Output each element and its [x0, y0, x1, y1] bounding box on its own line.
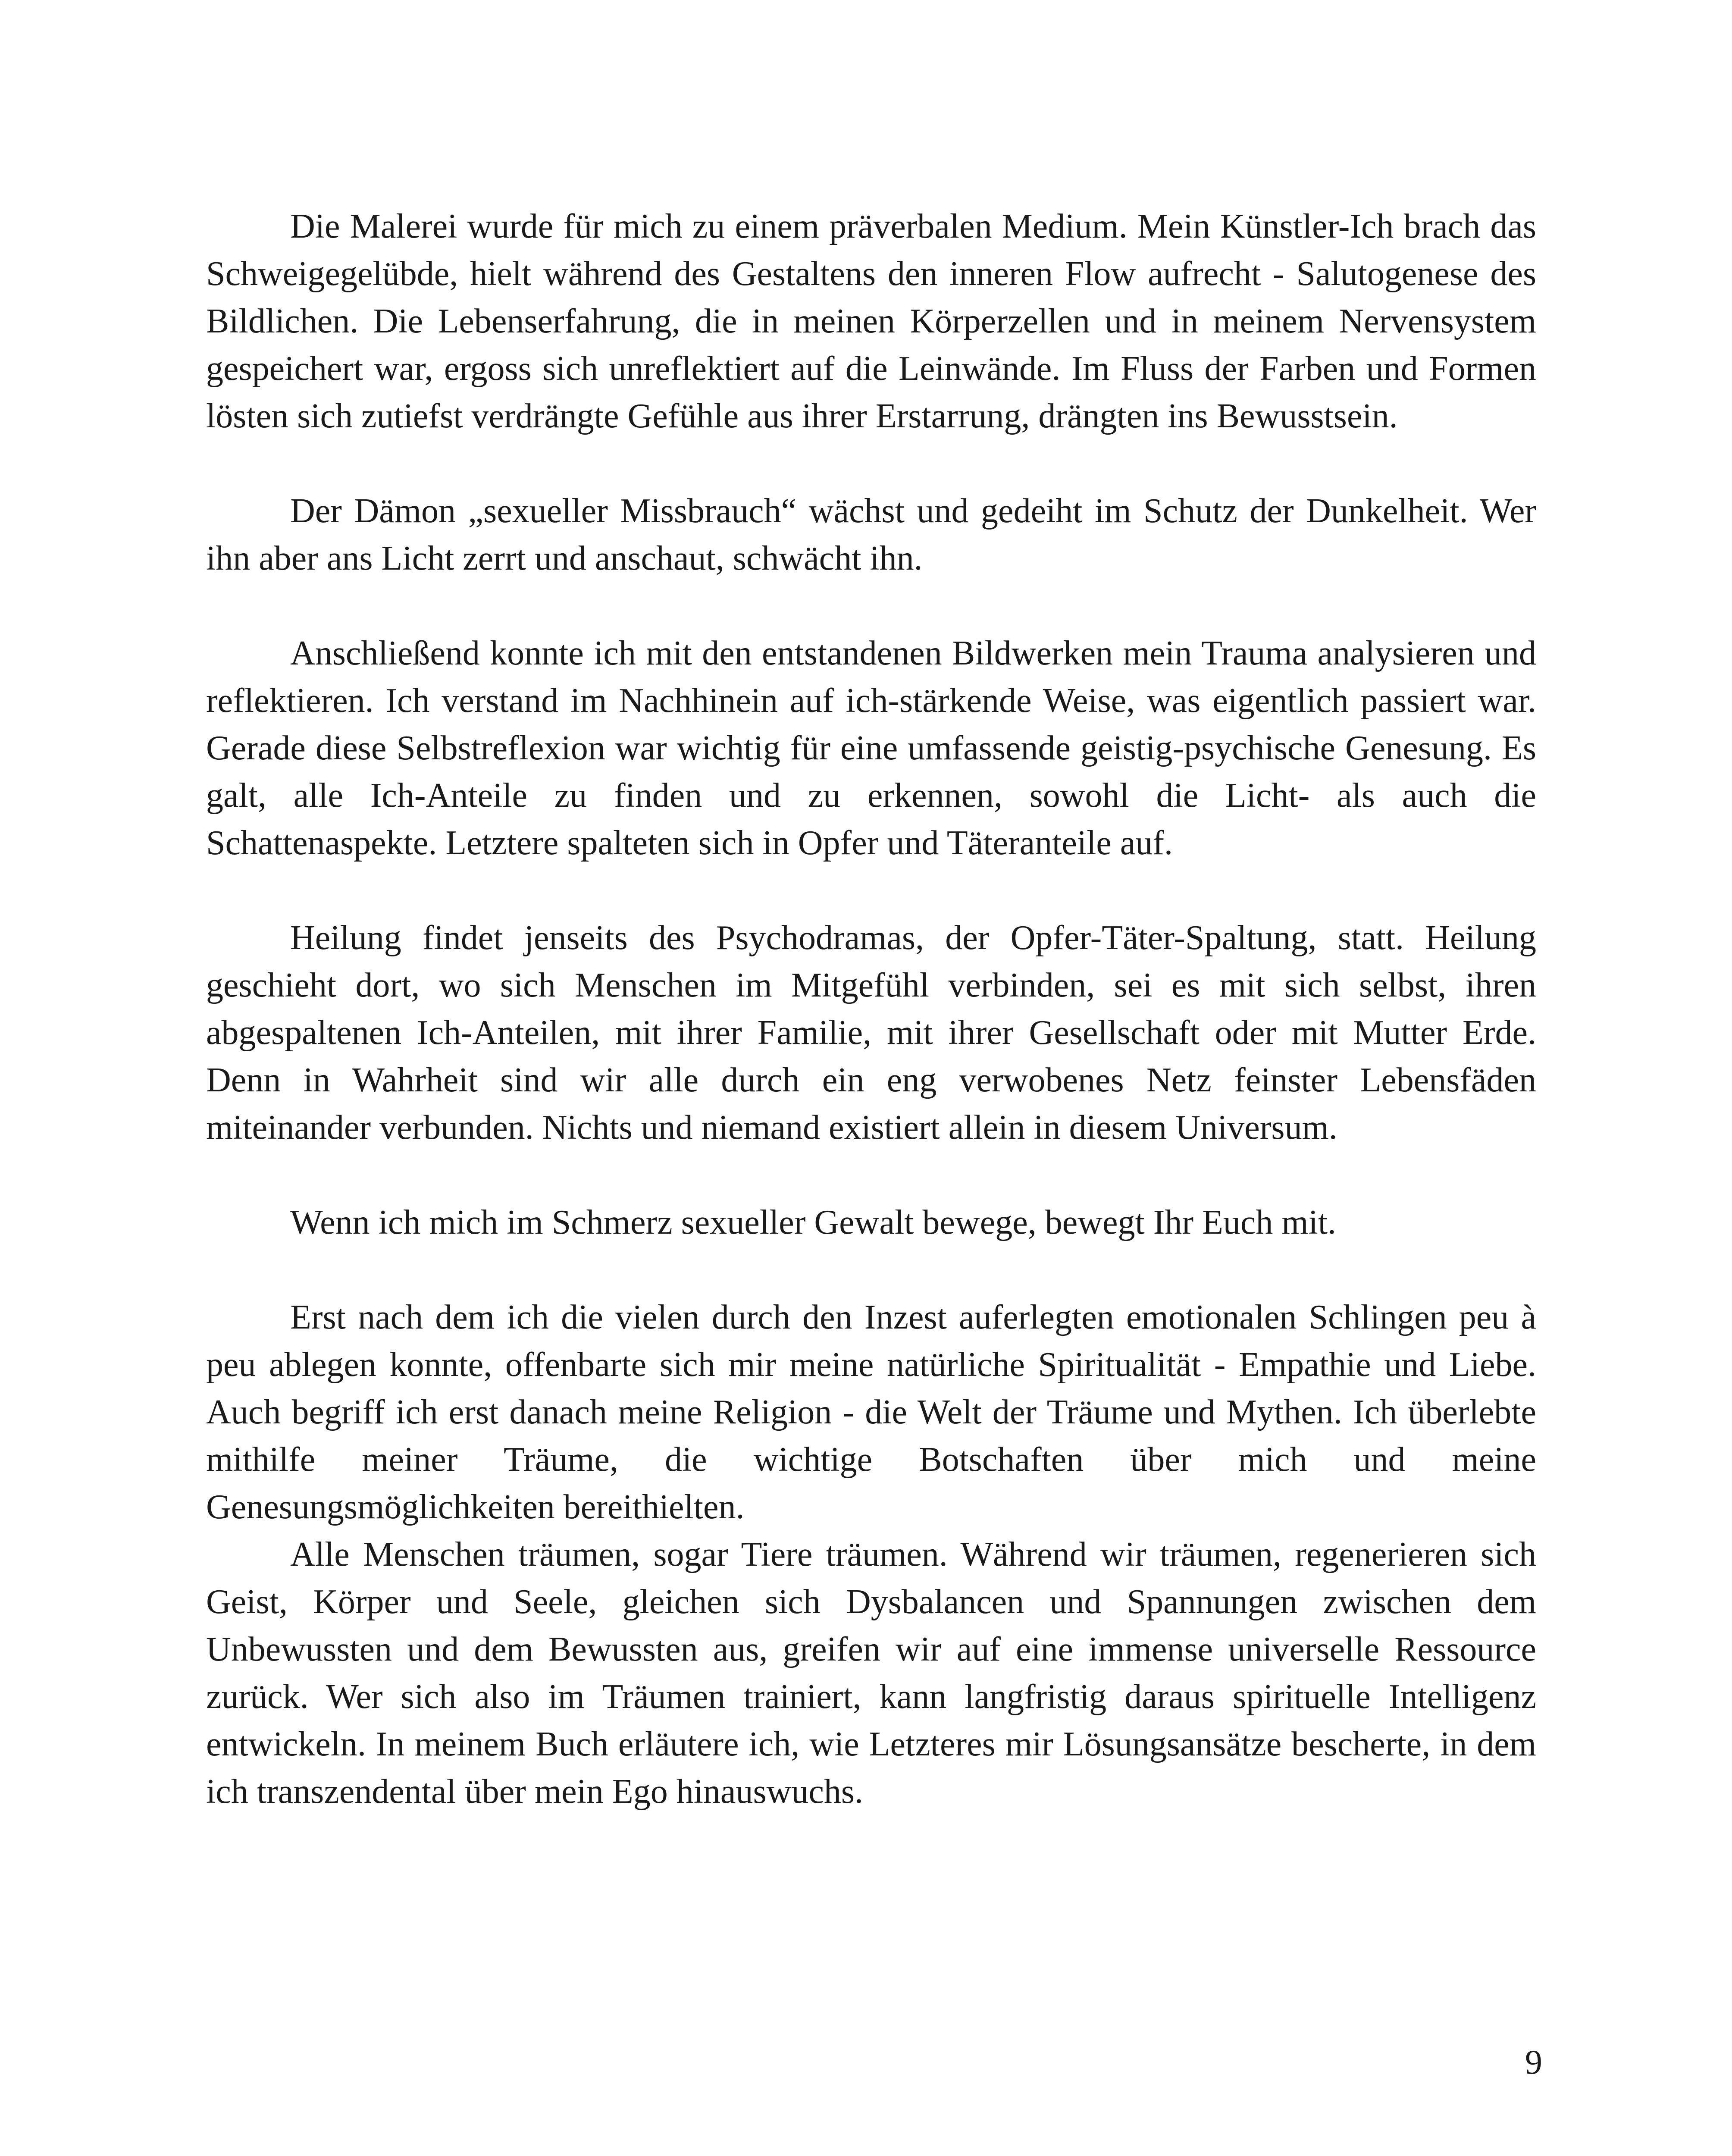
paragraph-painting-medium: Die Malerei wurde für mich zu einem präverbalen Medium. Mein Künstler-Ich brach das Schweigegelübde, hielt während des Gestaltens den inneren Flow aufrecht - Salutogenese des Bildlichen. Die Lebenserfahrung, die in meinen Körperzellen und in meinem Nervensystem gespeichert war, ergoss sich unreflektiert auf die Leinwände. Im Fluss der Farben und Formen lösten sich zutiefst verdrängte Gefühle aus ihrer Erstarrung, drängten ins Bewusstsein. [206, 207, 1536, 435]
paragraph-trauma-analysis: Anschließend konnte ich mit den entstandenen Bildwerken mein Trauma analysieren und reflektieren. Ich verstand im Nachhinein auf ich-stärkende Weise, was eigentlich passiert war. Gerade diese Selbstreflexion war wichtig für eine umfassende geistig-psychische Genesung. Es galt, alle Ich-Anteile zu finden und zu erkennen, sowohl die Licht- als auch die Schattenaspekte. Letztere spalteten sich in Opfer und Täteranteile auf. [206, 634, 1536, 862]
body-text [206, 203, 1536, 1815]
paragraph-spirituality: Erst nach dem ich die vielen durch den Inzest auferlegten emotionalen Schlingen peu à peu ablegen konnte, offenbarte sich mir meine natürliche Spiritualität - Empathie und Liebe. Auch begriff ich erst danach meine Religion - die Welt der Träume und Mythen. Ich überlebte mithilfe meiner Träume, die wichtige Botschaften über mich und meine Genesungsmöglichkeiten bereithielten. [206, 1298, 1536, 1526]
page-number: 9 [1525, 2043, 1542, 2081]
paragraph-healing: Heilung findet jenseits des Psychodramas, der Opfer-Täter-Spaltung, statt. Heilung geschieht dort, wo sich Menschen im Mitgefühl verbinden, sei es mit sich selbst, ihren abgespaltenen Ich-Anteilen, mit ihrer Familie, mit ihrer Gesellschaft oder mit Mutter Erde. Denn in Wahrheit sind wir alle durch ein eng verwobenes Netz feinster Lebensfäden miteinander verbunden. Nichts und niemand existiert allein in diesem Universum. [206, 919, 1536, 1147]
paragraph-demon: Der Dämon „sexueller Missbrauch“ wächst und gedeiht im Schutz der Dunkelheit. Wer ihn aber ans Licht zerrt und anschaut, schwächt ihn. [206, 492, 1536, 577]
paragraph-pain-movement: Wenn ich mich im Schmerz sexueller Gewalt bewege, bewegt Ihr Euch mit. [290, 1203, 1337, 1241]
paragraph-dreams: Alle Menschen träumen, sogar Tiere träumen. Während wir träumen, regenerieren sich Geist, Körper und Seele, gleichen sich Dysbalancen und Spannungen zwischen dem Unbewussten und dem Bewussten aus, greifen wir auf eine immense universelle Ressource zurück. Wer sich also im Träumen trainiert, kann langfristig daraus spirituelle Intelligenz entwickeln. In meinem Buch erläutere ich, wie Letzteres mir Lösungsansätze bescherte, in dem ich transzendental über mein Ego hinauswuchs. [206, 1536, 1536, 1811]
